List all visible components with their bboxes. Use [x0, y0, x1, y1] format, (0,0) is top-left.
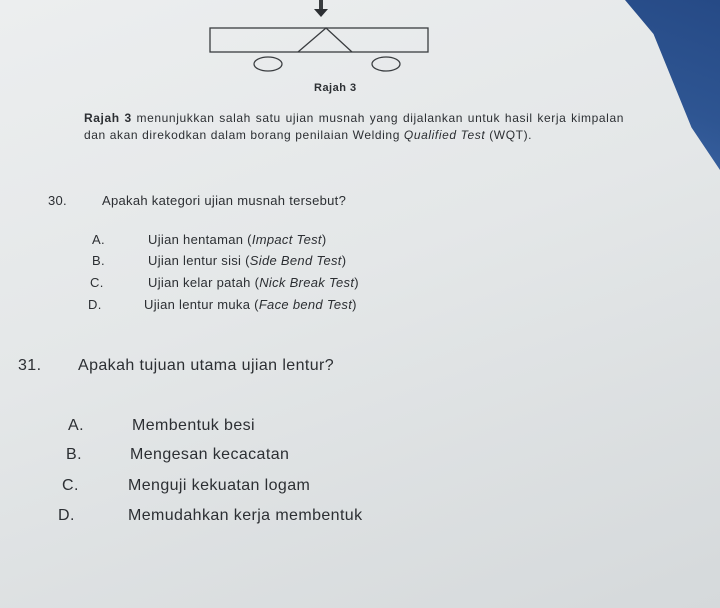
- option-letter: B.: [66, 446, 82, 463]
- option-letter: A.: [92, 232, 105, 247]
- option-text: Membentuk besi: [132, 417, 255, 434]
- triangle-mandrel: [298, 28, 352, 52]
- option-letter: C.: [90, 275, 104, 290]
- intro-part3: (WQT).: [485, 128, 533, 142]
- intro-part1: menunjukkan salah satu ujian musnah yang dijalankan untuk hasil kerja kimpalan dan akan direkodkan dalam borang penilaian Welding: [84, 111, 624, 142]
- option-text: Ujian lentur sisi (Side Bend Test): [148, 253, 347, 268]
- figure-ref: Rajah 3: [84, 111, 132, 125]
- option-text: Ujian lentur muka (Face bend Test): [144, 297, 357, 312]
- q31-number: 31.: [18, 357, 42, 374]
- intro-paragraph: [84, 110, 624, 144]
- option-text: Ujian hentaman (Impact Test): [148, 232, 327, 247]
- left-roller: [254, 57, 282, 71]
- option-letter: D.: [88, 297, 102, 312]
- intro-part2: Qualified Test: [403, 128, 486, 142]
- option-text: Mengesan kecacatan: [130, 446, 290, 463]
- option-text: Memudahkan kerja membentuk: [128, 507, 363, 524]
- specimen-plate: [210, 28, 428, 52]
- option-letter: A.: [68, 417, 84, 434]
- option-letter: C.: [62, 477, 79, 494]
- option-text: Menguji kekuatan logam: [128, 477, 311, 494]
- right-roller: [372, 57, 400, 71]
- option-letter: B.: [92, 253, 105, 268]
- figure-caption: Rajah 3: [314, 82, 357, 94]
- option-letter: D.: [58, 507, 75, 524]
- q30-number: 30.: [48, 193, 67, 208]
- arrow-head: [314, 9, 328, 17]
- bend-test-diagram: [200, 0, 440, 80]
- option-text: Ujian kelar patah (Nick Break Test): [148, 275, 359, 290]
- q31-question: Apakah tujuan utama ujian lentur?: [78, 357, 335, 374]
- q30-question: Apakah kategori ujian musnah tersebut?: [102, 193, 347, 208]
